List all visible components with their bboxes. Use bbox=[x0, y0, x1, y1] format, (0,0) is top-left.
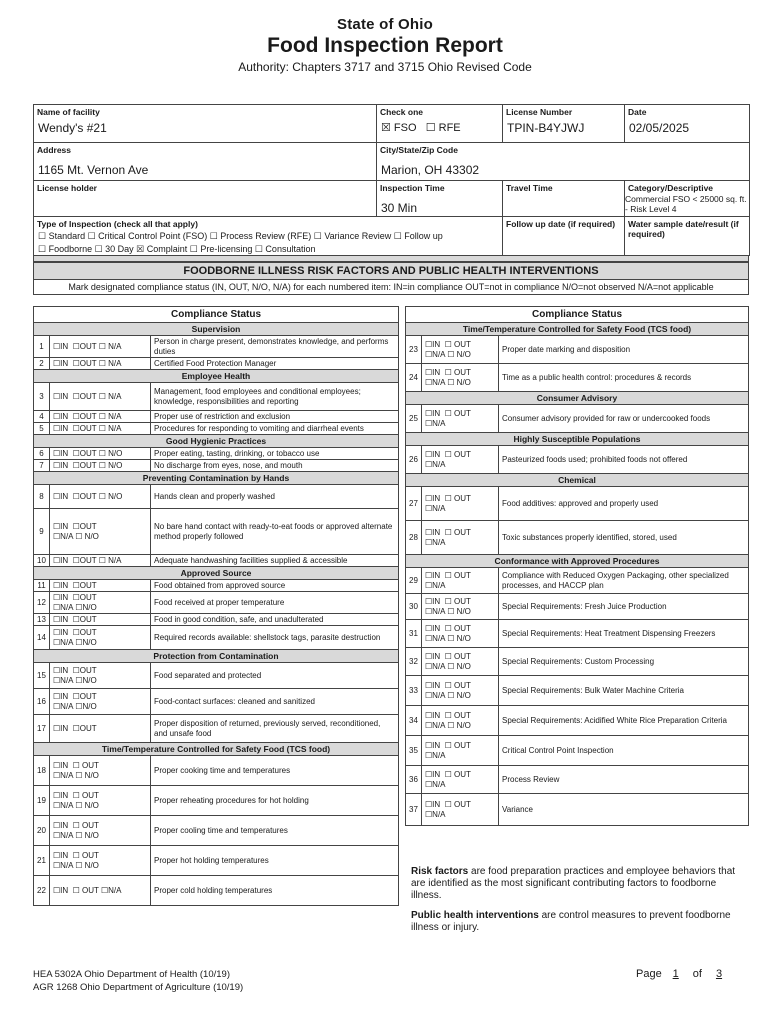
inspection-type-line1[interactable]: ☐ Standard ☐ Critical Control Point (FSO) ☐ Process Review (RFE) ☐ Variance Review ☐ Follow up bbox=[38, 231, 443, 241]
item-description: Food-contact surfaces: cleaned and sanitized bbox=[154, 696, 315, 706]
item-description: No bare hand contact with ready-to-eat foods or approved alternate method properly followed bbox=[154, 521, 393, 541]
water-label: Water sample date/result (if required) bbox=[628, 219, 739, 239]
item-number: 17 bbox=[34, 715, 50, 742]
category-cell bbox=[625, 181, 750, 217]
item-description: Time as a public health control: procedures & records bbox=[502, 372, 692, 382]
compliance-item bbox=[33, 592, 399, 614]
status-checkboxes[interactable]: ☐IN ☐ OUT ☐N/A bbox=[422, 736, 499, 765]
item-number: 32 bbox=[406, 648, 422, 675]
item-description: Food in good condition, safe, and unadulterated bbox=[154, 614, 324, 624]
status-checkboxes[interactable]: ☐IN ☐ OUT ☐N/A bbox=[422, 521, 499, 554]
inspection-type-label: Type of Inspection (check all that apply) bbox=[37, 219, 198, 229]
item-number: 34 bbox=[406, 706, 422, 735]
status-checkboxes[interactable]: ☐IN ☐ OUT ☐N/A ☐ N/O bbox=[422, 364, 499, 391]
date-value[interactable]: 02/05/2025 bbox=[629, 121, 690, 135]
status-checkboxes[interactable]: ☐IN ☐ OUT ☐N/A ☐ N/O bbox=[422, 620, 499, 647]
status-checkboxes[interactable]: ☐IN ☐OUT ☐ N/A bbox=[50, 336, 151, 357]
compliance-item bbox=[33, 423, 399, 435]
right-compliance-heading: Compliance Status bbox=[405, 306, 749, 323]
item-number: 13 bbox=[34, 614, 50, 625]
item-number: 1 bbox=[34, 336, 50, 357]
license-label: License Number bbox=[506, 107, 573, 117]
compliance-item bbox=[33, 358, 399, 370]
item-description: Special Requirements: Acidified White Rice Preparation Criteria bbox=[502, 715, 727, 725]
item-description: Proper cooling time and temperatures bbox=[154, 825, 288, 835]
compliance-item bbox=[33, 663, 399, 689]
status-checkboxes[interactable]: ☐IN ☐OUT bbox=[50, 715, 151, 742]
compliance-item bbox=[33, 336, 399, 358]
risk-factors-note bbox=[411, 866, 747, 902]
travel-label: Travel Time bbox=[506, 183, 553, 193]
public-health-note bbox=[411, 910, 747, 934]
status-checkboxes[interactable]: ☐IN ☐ OUT ☐N/A bbox=[422, 487, 499, 520]
fso-checkbox[interactable]: ☒ FSO bbox=[381, 122, 417, 134]
risk-factors-title: FOODBORNE ILLNESS RISK FACTORS AND PUBLIC HEALTH INTERVENTIONS bbox=[33, 262, 749, 280]
compliance-item bbox=[405, 706, 749, 736]
item-number: 10 bbox=[34, 555, 50, 566]
item-number: 28 bbox=[406, 521, 422, 554]
item-number: 16 bbox=[34, 689, 50, 714]
compliance-item bbox=[33, 786, 399, 816]
item-number: 18 bbox=[34, 756, 50, 785]
address-label: Address bbox=[37, 145, 72, 155]
compliance-item bbox=[33, 756, 399, 786]
report-title: Food Inspection Report bbox=[267, 34, 503, 57]
status-checkboxes[interactable]: ☐IN ☐ OUT ☐N/A ☐ N/O bbox=[50, 786, 151, 815]
compliance-item bbox=[33, 715, 399, 743]
inspection-type-line2[interactable]: ☐ Foodborne ☐ 30 Day ☒ Complaint ☐ Pre-licensing ☐ Consultation bbox=[38, 244, 316, 254]
group-title: Highly Susceptible Populations bbox=[405, 433, 749, 446]
item-number: 9 bbox=[34, 509, 50, 554]
item-number: 36 bbox=[406, 766, 422, 793]
status-checkboxes[interactable]: ☐IN ☐ OUT ☐N/A ☐ N/O bbox=[50, 816, 151, 845]
status-checkboxes[interactable]: ☐IN ☐OUT ☐ N/A bbox=[50, 423, 151, 434]
city-label: City/State/Zip Code bbox=[380, 145, 458, 155]
page-number bbox=[636, 968, 733, 980]
item-description: Hands clean and properly washed bbox=[154, 491, 275, 501]
status-checkboxes[interactable]: ☐IN ☐OUT ☐ N/O bbox=[50, 460, 151, 471]
item-description: Procedures for responding to vomiting and diarrheal events bbox=[154, 423, 364, 433]
city-value[interactable]: Marion, OH 43302 bbox=[381, 163, 480, 177]
group-title: Employee Health bbox=[33, 370, 399, 383]
status-checkboxes[interactable]: ☐IN ☐ OUT ☐N/A ☐ N/O bbox=[422, 336, 499, 363]
status-checkboxes[interactable]: ☐IN ☐ OUT ☐N/A ☐ N/O bbox=[50, 846, 151, 875]
compliance-item bbox=[33, 689, 399, 715]
footer-oda: AGR 1268 Ohio Department of Agriculture (10/19) bbox=[33, 982, 244, 993]
water-cell bbox=[625, 217, 750, 256]
report-header bbox=[0, 0, 770, 74]
item-description: Pasteurized foods used; prohibited foods not offered bbox=[502, 454, 688, 464]
item-number: 25 bbox=[406, 405, 422, 432]
item-description: Toxic substances properly identified, stored, used bbox=[502, 532, 677, 542]
compliance-item bbox=[405, 648, 749, 676]
group-title: Time/Temperature Controlled for Safety Food (TCS food) bbox=[33, 743, 399, 756]
inspection-type-cell bbox=[34, 217, 503, 256]
item-description: Proper date marking and disposition bbox=[502, 344, 631, 354]
city-cell bbox=[377, 143, 750, 181]
compliance-item bbox=[33, 509, 399, 555]
compliance-item bbox=[33, 555, 399, 567]
item-description: Food additives: approved and properly used bbox=[502, 498, 659, 508]
compliance-item bbox=[405, 736, 749, 766]
time-cell bbox=[377, 181, 503, 217]
compliance-item bbox=[405, 620, 749, 648]
status-checkboxes[interactable]: ☐IN ☐ OUT ☐N/A bbox=[50, 876, 151, 905]
item-number: 11 bbox=[34, 580, 50, 591]
status-checkboxes[interactable]: ☐IN ☐ OUT ☐N/A ☐ N/O bbox=[422, 676, 499, 705]
compliance-item bbox=[405, 364, 749, 392]
item-description: Proper disposition of returned, previously served, reconditioned, and unsafe food bbox=[154, 718, 381, 738]
status-checkboxes[interactable]: ☐IN ☐OUT ☐N/A ☐N/O bbox=[50, 592, 151, 613]
item-description: Special Requirements: Custom Processing bbox=[502, 656, 655, 666]
item-description: Required records available: shellstock tags, parasite destruction bbox=[154, 632, 381, 642]
item-description: Compliance with Reduced Oxygen Packaging, other specialized processes, and HACCP plan bbox=[502, 570, 729, 590]
left-compliance-heading: Compliance Status bbox=[33, 306, 399, 323]
facility-cell bbox=[34, 105, 377, 143]
compliance-item bbox=[405, 446, 749, 474]
item-description: Person in charge present, demonstrates knowledge, and performs duties bbox=[154, 336, 389, 356]
right-compliance-column bbox=[405, 306, 749, 826]
status-checkboxes[interactable]: ☐IN ☐ OUT ☐N/A bbox=[422, 446, 499, 473]
item-description: Food obtained from approved source bbox=[154, 580, 286, 590]
status-checkboxes[interactable]: ☐IN ☐OUT ☐N/A ☐N/O bbox=[50, 663, 151, 688]
item-description: Special Requirements: Heat Treatment Dispensing Freezers bbox=[502, 628, 716, 638]
item-number: 22 bbox=[34, 876, 50, 905]
item-description: Certified Food Protection Manager bbox=[154, 358, 277, 368]
item-number: 6 bbox=[34, 448, 50, 459]
license-cell bbox=[503, 105, 625, 143]
group-title: Preventing Contamination by Hands bbox=[33, 472, 399, 485]
item-number: 14 bbox=[34, 626, 50, 649]
compliance-item bbox=[33, 876, 399, 906]
compliance-item bbox=[405, 405, 749, 433]
group-title: Time/Temperature Controlled for Safety Food (TCS food) bbox=[405, 323, 749, 336]
status-checkboxes[interactable]: ☐IN ☐OUT ☐N/A ☐N/O bbox=[50, 626, 151, 649]
status-checkboxes[interactable]: ☐IN ☐ OUT ☐N/A bbox=[422, 794, 499, 825]
item-number: 33 bbox=[406, 676, 422, 705]
group-title: Protection from Contamination bbox=[33, 650, 399, 663]
date-label: Date bbox=[628, 107, 647, 117]
time-label: Inspection Time bbox=[380, 183, 445, 193]
compliance-item bbox=[405, 336, 749, 364]
compliance-item bbox=[33, 580, 399, 592]
item-number: 21 bbox=[34, 846, 50, 875]
current-page: 1 bbox=[672, 968, 679, 980]
item-description: Adequate handwashing facilities supplied & accessible bbox=[154, 555, 348, 565]
item-number: 20 bbox=[34, 816, 50, 845]
status-checkboxes[interactable]: ☐IN ☐ OUT ☐N/A bbox=[422, 568, 499, 593]
item-description: Process Review bbox=[502, 774, 560, 784]
total-pages: 3 bbox=[715, 968, 723, 980]
marking-instructions: Mark designated compliance status (IN, OUT, N/O, N/A) for each numbered item: IN=in compliance OUT=not in compliance N/O=not observed N/A=not applicable bbox=[33, 280, 749, 295]
public-health-term: Public health interventions bbox=[411, 910, 539, 921]
compliance-item bbox=[33, 626, 399, 650]
status-checkboxes[interactable]: ☐IN ☐OUT ☐N/A ☐N/O bbox=[50, 689, 151, 714]
item-description: Management, food employees and conditional employees; knowledge, responsibilities and reporting bbox=[154, 386, 361, 406]
compliance-item bbox=[405, 594, 749, 620]
item-number: 37 bbox=[406, 794, 422, 825]
item-description: Variance bbox=[502, 804, 533, 814]
item-description: Food separated and protected bbox=[154, 670, 262, 680]
compliance-item bbox=[33, 485, 399, 509]
compliance-item bbox=[405, 487, 749, 521]
item-number: 7 bbox=[34, 460, 50, 471]
item-description: Consumer advisory provided for raw or undercooked foods bbox=[502, 413, 711, 423]
item-number: 23 bbox=[406, 336, 422, 363]
status-checkboxes[interactable]: ☐IN ☐ OUT ☐N/A bbox=[422, 405, 499, 432]
status-checkboxes[interactable]: ☐IN ☐OUT bbox=[50, 614, 151, 625]
group-title: Consumer Advisory bbox=[405, 392, 749, 405]
status-checkboxes[interactable]: ☐IN ☐OUT ☐ N/O bbox=[50, 448, 151, 459]
status-checkboxes[interactable]: ☐IN ☐OUT ☐ N/A bbox=[50, 383, 151, 410]
compliance-item bbox=[405, 676, 749, 706]
item-description: Proper reheating procedures for hot holding bbox=[154, 795, 309, 805]
compliance-item bbox=[405, 521, 749, 555]
compliance-item bbox=[33, 816, 399, 846]
item-description: Proper use of restriction and exclusion bbox=[154, 411, 291, 421]
followup-cell bbox=[503, 217, 625, 256]
compliance-item bbox=[33, 448, 399, 460]
group-title: Supervision bbox=[33, 323, 399, 336]
category-label: Category/Descriptive bbox=[628, 183, 714, 193]
holder-cell bbox=[34, 181, 377, 217]
item-description: Proper hot holding temperatures bbox=[154, 855, 269, 865]
item-description: No discharge from eyes, nose, and mouth bbox=[154, 460, 303, 470]
facility-info bbox=[33, 104, 749, 295]
item-number: 2 bbox=[34, 358, 50, 369]
check-one-label: Check one bbox=[380, 107, 423, 117]
travel-cell bbox=[503, 181, 625, 217]
group-title: Chemical bbox=[405, 474, 749, 487]
status-checkboxes[interactable]: ☐IN ☐OUT ☐N/A ☐ N/O bbox=[50, 509, 151, 554]
compliance-item bbox=[33, 614, 399, 626]
risk-factors-term: Risk factors bbox=[411, 866, 469, 877]
compliance-item bbox=[405, 766, 749, 794]
group-title: Good Hygienic Practices bbox=[33, 435, 399, 448]
address-cell bbox=[34, 143, 377, 181]
item-number: 4 bbox=[34, 411, 50, 422]
item-number: 19 bbox=[34, 786, 50, 815]
item-description: Special Requirements: Fresh Juice Production bbox=[502, 601, 667, 611]
item-description: Critical Control Point Inspection bbox=[502, 745, 614, 755]
state-title: State of Ohio bbox=[337, 16, 433, 33]
status-checkboxes[interactable]: ☐IN ☐OUT ☐ N/A bbox=[50, 411, 151, 422]
followup-label: Follow up date (if required) bbox=[506, 219, 616, 229]
compliance-columns bbox=[33, 306, 749, 956]
rfe-checkbox[interactable]: ☐ RFE bbox=[425, 122, 461, 134]
holder-label: License holder bbox=[37, 183, 97, 193]
compliance-item bbox=[405, 794, 749, 826]
group-title: Conformance with Approved Procedures bbox=[405, 555, 749, 568]
form-footer bbox=[33, 968, 243, 994]
facility-label: Name of facility bbox=[37, 107, 100, 117]
compliance-item bbox=[33, 411, 399, 423]
status-checkboxes[interactable]: ☐IN ☐OUT bbox=[50, 580, 151, 591]
compliance-item bbox=[405, 568, 749, 594]
item-number: 27 bbox=[406, 487, 422, 520]
facility-value[interactable]: Wendy's #21 bbox=[38, 121, 107, 135]
time-value[interactable]: 30 Min bbox=[381, 201, 418, 215]
left-compliance-column bbox=[33, 306, 399, 906]
item-number: 3 bbox=[34, 383, 50, 410]
item-description: Proper eating, tasting, drinking, or tobacco use bbox=[154, 448, 320, 458]
status-checkboxes[interactable]: ☐IN ☐ OUT ☐N/A ☐ N/O bbox=[422, 648, 499, 675]
address-value[interactable]: 1165 Mt. Vernon Ave bbox=[38, 163, 149, 177]
compliance-item bbox=[33, 846, 399, 876]
item-description: Proper cooking time and temperatures bbox=[154, 765, 291, 775]
item-number: 8 bbox=[34, 485, 50, 508]
status-checkboxes[interactable]: ☐IN ☐ OUT ☐N/A ☐ N/O bbox=[422, 594, 499, 619]
compliance-item bbox=[33, 383, 399, 411]
item-number: 12 bbox=[34, 592, 50, 613]
public-health-text: are control measures to prevent foodborne illness or injury. bbox=[411, 910, 731, 933]
license-value[interactable]: TPIN-B4YJWJ bbox=[507, 121, 585, 135]
status-checkboxes[interactable]: ☐IN ☐OUT ☐ N/A bbox=[50, 358, 151, 369]
item-description: Food received at proper temperature bbox=[154, 597, 285, 607]
item-number: 31 bbox=[406, 620, 422, 647]
item-number: 35 bbox=[406, 736, 422, 765]
item-description: Proper cold holding temperatures bbox=[154, 885, 273, 895]
status-checkboxes[interactable]: ☐IN ☐ OUT ☐N/A ☐ N/O bbox=[50, 756, 151, 785]
status-checkboxes[interactable]: ☐IN ☐ OUT ☐N/A ☐ N/O bbox=[422, 706, 499, 735]
category-value[interactable]: Commercial FSO < 25000 sq. ft. - Risk Level 4 bbox=[625, 194, 747, 214]
item-number: 24 bbox=[406, 364, 422, 391]
date-cell bbox=[625, 105, 750, 143]
status-checkboxes[interactable]: ☐IN ☐OUT ☐ N/O bbox=[50, 485, 151, 508]
item-number: 29 bbox=[406, 568, 422, 593]
page-word: Page bbox=[636, 968, 662, 980]
item-number: 30 bbox=[406, 594, 422, 619]
item-number: 15 bbox=[34, 663, 50, 688]
compliance-item bbox=[33, 460, 399, 472]
of-word: of bbox=[692, 968, 702, 980]
item-number: 26 bbox=[406, 446, 422, 473]
risk-factors-text: are food preparation practices and employee behaviors that are identified as the most significant contributing factors to foodborne illness. bbox=[411, 866, 736, 901]
item-description: Special Requirements: Bulk Water Machine Criteria bbox=[502, 685, 684, 695]
item-number: 5 bbox=[34, 423, 50, 434]
status-checkboxes[interactable]: ☐IN ☐ OUT ☐N/A bbox=[422, 766, 499, 793]
group-title: Approved Source bbox=[33, 567, 399, 580]
check-one-cell bbox=[377, 105, 503, 143]
status-checkboxes[interactable]: ☐IN ☐OUT ☐ N/A bbox=[50, 555, 151, 566]
footer-odh: HEA 5302A Ohio Department of Health (10/19) bbox=[33, 969, 230, 980]
authority-line: Authority: Chapters 3717 and 3715 Ohio Revised Code bbox=[238, 60, 532, 74]
